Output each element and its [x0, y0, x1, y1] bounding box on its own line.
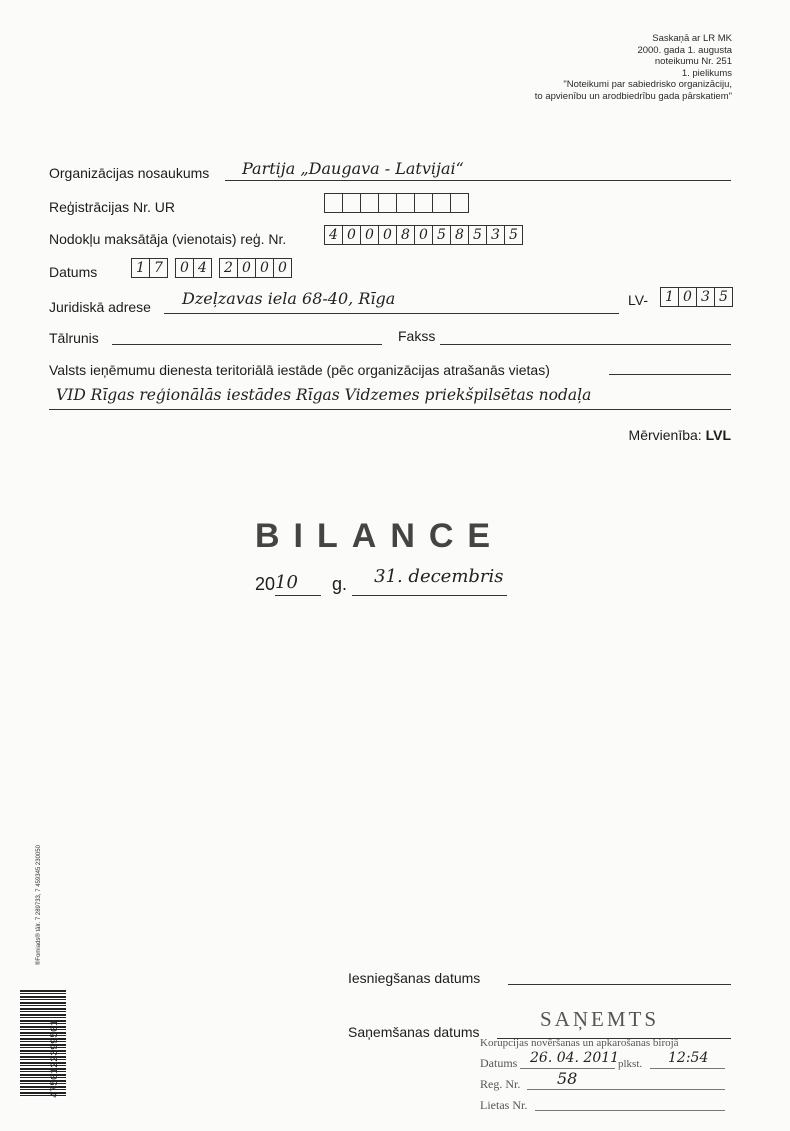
address-label: Juridiskā adrese — [49, 299, 151, 315]
digit-box — [432, 193, 451, 213]
printer-imprint: ®Fomiads® tālr. 7 289733, 7 459345 230050 — [36, 845, 42, 965]
digit-box — [342, 193, 361, 213]
date-label: Datums — [49, 264, 98, 280]
regulation-line: 1. pielikums — [681, 67, 732, 79]
postal-code-label: LV- — [628, 292, 648, 308]
tax-office-line-1 — [609, 374, 731, 375]
year-suffix: 10 — [275, 572, 298, 593]
stamp-reg-value: 58 — [557, 1069, 578, 1088]
period-date-value: 31. decembris — [374, 566, 504, 587]
digit-box: 7 — [149, 258, 168, 278]
address-line — [164, 313, 619, 314]
digit-box: 4 — [324, 225, 343, 245]
stamp-time-label: plkst. — [618, 1058, 643, 1070]
phone-line — [112, 344, 382, 345]
address-value: Dzeļzavas iela 68-40, Rīga — [182, 289, 396, 308]
regulation-line: "Noteikumi par sabiedrisko organizāciju, — [563, 79, 732, 90]
tax-number-boxes — [324, 225, 522, 245]
tax-number-label: Nodokļu maksātāja (vienotais) reģ. Nr. — [49, 231, 287, 247]
received-date-label: Saņemšanas datums — [348, 1024, 480, 1040]
document-title: BILANCE — [255, 517, 505, 555]
g-label: g. — [332, 574, 348, 594]
stamp-case-label: Lietas Nr. — [480, 1098, 528, 1112]
stamp-reg-label: Reg. Nr. — [480, 1077, 521, 1091]
digit-box: 5 — [504, 225, 523, 245]
digit-box: 5 — [714, 287, 733, 307]
phone-label: Tālrunis — [49, 330, 99, 346]
stamp-office: Korupcijas novēršanas un apkarošanas birojā — [480, 1037, 679, 1049]
fax-label: Fakss — [398, 328, 436, 344]
digit-box: 1 — [660, 287, 679, 307]
postal-code-boxes — [660, 287, 732, 307]
year-line — [275, 574, 321, 596]
regulation-line: Saskaņā ar LR MK — [652, 33, 732, 44]
org-name-label: Organizācijas nosaukums — [49, 165, 210, 181]
digit-box — [378, 193, 397, 213]
digit-box: 2 — [219, 258, 238, 278]
digit-box: 8 — [396, 225, 415, 245]
regulation-line: to apvienību un arodbiedrību gada pārskatiem" — [534, 90, 732, 102]
unit-value: LVL — [705, 427, 731, 443]
digit-box: 5 — [468, 225, 487, 245]
stamp-time-line — [650, 1068, 725, 1069]
submission-date-line — [508, 984, 731, 985]
stamp-date-label: Datums — [480, 1056, 518, 1070]
digit-box: 1 — [131, 258, 150, 278]
digit-box — [360, 193, 379, 213]
digit-box: 0 — [360, 225, 379, 245]
stamp-reg-line — [527, 1089, 725, 1090]
digit-box: 5 — [432, 225, 451, 245]
stamp-date-value: 26. 04. 2011 — [530, 1050, 620, 1066]
submission-date-label: Iesniegšanas datums — [348, 970, 481, 986]
date-line — [352, 566, 507, 596]
digit-box: 0 — [378, 225, 397, 245]
fax-line — [440, 344, 731, 345]
date-boxes-day-month — [131, 258, 291, 278]
regulation-reference — [535, 33, 732, 102]
tax-office-line-2 — [49, 409, 731, 410]
regulation-line: 2000. gada 1. augusta — [637, 44, 732, 56]
digit-box — [396, 193, 415, 213]
digit-box: 0 — [414, 225, 433, 245]
reg-number-label: Reģistrācijas Nr. UR — [49, 199, 176, 215]
org-name-value: Partija „Daugava - Latvijai“ — [242, 159, 464, 178]
period-line — [255, 566, 507, 596]
unit — [629, 427, 731, 443]
barcode-number: 4750122399501 — [50, 1019, 61, 1098]
digit-box: 0 — [273, 258, 292, 278]
digit-box: 0 — [255, 258, 274, 278]
digit-box: 0 — [237, 258, 256, 278]
digit-box: 8 — [450, 225, 469, 245]
digit-box — [324, 193, 343, 213]
digit-box: 3 — [696, 287, 715, 307]
tax-office-label: Valsts ieņēmumu dienesta teritoriālā iestāde (pēc organizācijas atrašanās vietas) — [49, 362, 550, 378]
digit-box: 3 — [486, 225, 505, 245]
digit-box — [450, 193, 469, 213]
stamp-title: SAŅEMTS — [540, 1007, 660, 1031]
year-prefix: 20 — [255, 574, 276, 594]
unit-label: Mērvienība: — [628, 427, 702, 443]
stamp-case-line — [535, 1110, 725, 1111]
reg-number-boxes — [324, 193, 468, 213]
digit-box: 0 — [678, 287, 697, 307]
regulation-line: noteikumu Nr. 251 — [654, 56, 732, 67]
digit-box — [414, 193, 433, 213]
org-name-line — [225, 180, 731, 181]
tax-office-value: VID Rīgas reģionālās iestādes Rīgas Vidzemes priekšpilsētas nodaļa — [56, 386, 592, 404]
digit-box: 0 — [175, 258, 194, 278]
stamp-time-value: 12:54 — [668, 1050, 709, 1066]
digit-box: 4 — [193, 258, 212, 278]
digit-box: 0 — [342, 225, 361, 245]
